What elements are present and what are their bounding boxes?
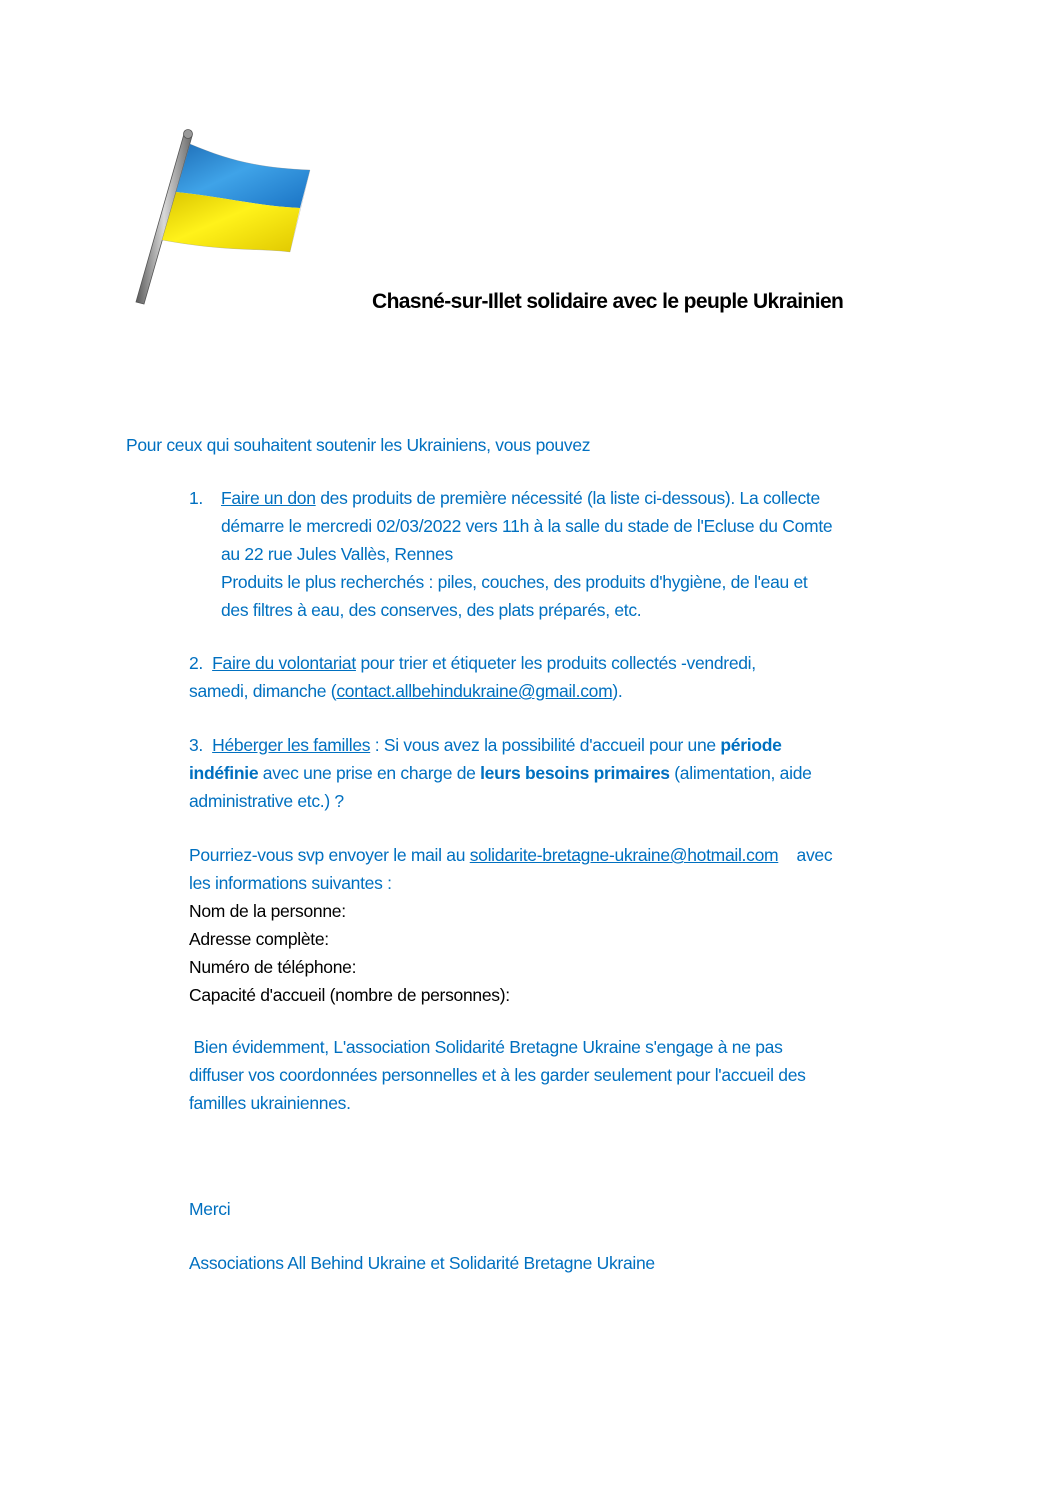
donation-link[interactable]: Faire un don bbox=[221, 488, 316, 508]
item-text: des filtres à eau, des conserves, des plats préparés, etc. bbox=[221, 600, 642, 620]
item-number: 1. bbox=[189, 488, 203, 508]
item-text: : Si vous avez la possibilité d'accueil pour une bbox=[370, 735, 721, 755]
item-text: ). bbox=[612, 681, 623, 701]
email-request bbox=[189, 841, 949, 897]
item-text: démarre le mercredi 02/03/2022 vers 11h à la salle du stade de l'Ecluse du Comte bbox=[221, 516, 833, 536]
bold-text: période bbox=[720, 735, 782, 755]
contact-email-link[interactable]: contact.allbehindukraine@gmail.com bbox=[336, 681, 613, 701]
solidarite-email-link[interactable]: solidarite-bretagne-ukraine@hotmail.com bbox=[469, 845, 779, 865]
volunteer-link[interactable]: Faire du volontariat bbox=[212, 653, 356, 673]
list-item-volunteer bbox=[189, 649, 909, 705]
item-text: pour trier et étiqueter les produits collectés -vendredi, bbox=[355, 653, 756, 673]
field-label-name: Nom de la personne: bbox=[189, 901, 346, 921]
list-item-host bbox=[189, 731, 909, 815]
field-label-capacity: Capacité d'accueil (nombre de personnes): bbox=[189, 985, 510, 1005]
item-text: au 22 rue Jules Vallès, Rennes bbox=[221, 544, 453, 564]
item-number: 3. bbox=[189, 735, 203, 755]
item-number: 2. bbox=[189, 653, 203, 673]
item-text: des produits de première nécessité (la liste ci-dessous). La collecte bbox=[315, 488, 820, 508]
item-text: avec une prise en charge de bbox=[258, 763, 481, 783]
item-text: Produits le plus recherchés : piles, couches, des produits d'hygiène, de l'eau et bbox=[221, 572, 808, 592]
note-text: Bien évidemment, L'association Solidarité Bretagne Ukraine s'engage à ne pas bbox=[189, 1037, 783, 1057]
note-text: familles ukrainiennes. bbox=[189, 1093, 351, 1113]
item-text: administrative etc.) ? bbox=[189, 791, 344, 811]
request-text: les informations suivantes : bbox=[189, 873, 392, 893]
page-title: Chasné-sur-Illet solidaire avec le peuple Ukrainien bbox=[372, 290, 844, 313]
request-text: avec bbox=[778, 845, 833, 865]
info-fields-list bbox=[189, 897, 789, 1009]
item-text: samedi, dimanche ( bbox=[189, 681, 337, 701]
list-item-donation bbox=[221, 484, 941, 624]
host-families-link[interactable]: Héberger les familles bbox=[212, 735, 371, 755]
signature: Associations All Behind Ukraine et Solidarité Bretagne Ukraine bbox=[189, 1253, 655, 1273]
field-label-phone: Numéro de téléphone: bbox=[189, 957, 357, 977]
privacy-note bbox=[189, 1033, 929, 1117]
item-text: (alimentation, aide bbox=[669, 763, 812, 783]
note-text: diffuser vos coordonnées personnelles et à les garder seulement pour l'accueil des bbox=[189, 1065, 806, 1085]
intro-text: Pour ceux qui souhaitent soutenir les Ukrainiens, vous pouvez bbox=[126, 435, 591, 455]
request-text: Pourriez-vous svp envoyer le mail au bbox=[189, 845, 470, 865]
bold-text: indéfinie bbox=[189, 763, 259, 783]
field-label-address: Adresse complète: bbox=[189, 929, 329, 949]
bold-text: leurs besoins primaires bbox=[480, 763, 670, 783]
ukraine-flag-icon bbox=[118, 120, 328, 315]
closing-text: Merci bbox=[189, 1199, 231, 1219]
